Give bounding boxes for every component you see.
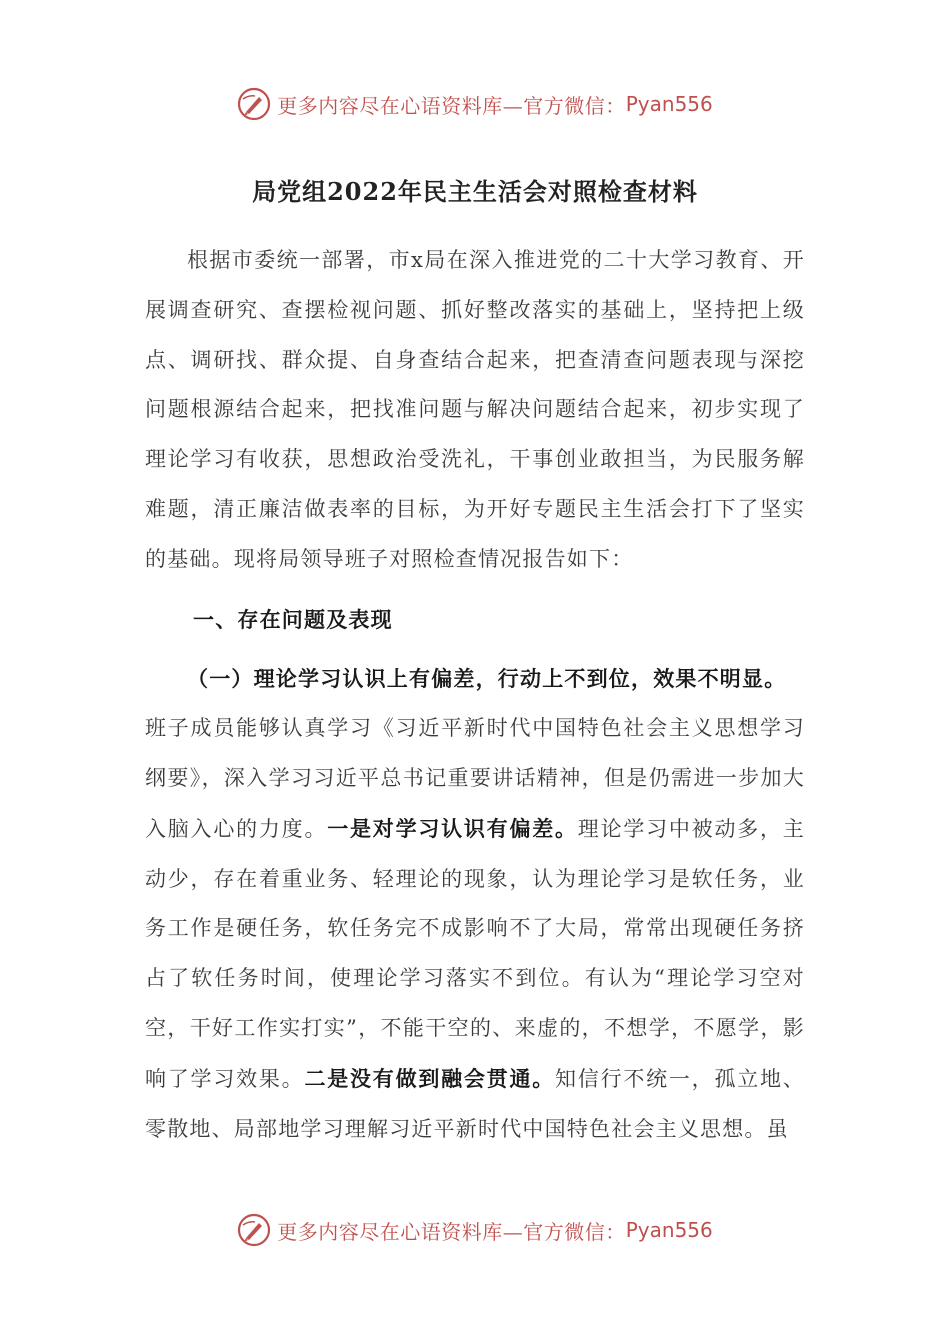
banner-text: 更多内容尽在心语资料库—官方微信：: [277, 93, 626, 118]
banner-brand: Pyan556: [625, 1218, 713, 1242]
bold-point-1: 一是对学习认识有偏差。: [327, 815, 578, 841]
paragraph-text: 知信行不统一，孤立地、零散地、局部地学习理解习近平新时代中国特色社会主义思想。虽: [145, 1066, 805, 1141]
document-title: 局党组2022年民主生活会对照检查材料: [252, 177, 698, 206]
paragraph-text: 理论学习中被动多，主动少，存在着重业务、轻理论的现象，认为理论学习是软任务，业务工作是硬任务，软任务完不成影响不了大局，常常出现硬任务挤占了软任务时间，使理论学习落实不到位。有认为“理论学习空对空，干好工作实打实”，不能干空的、来虚的，不想学，不愿学，影响了学习效果。: [145, 816, 805, 1091]
header-banner: [0, 84, 950, 124]
body-paragraph: [145, 704, 805, 1154]
intro-paragraph: 根据市委统一部署，市x局在深入推进党的二十大学习教育、开展调查研究、查摆检视问题、抓好整改落实的基础上，坚持把上级点、调研找、群众提、自身查结合起来，把查清查问题表现与深挖问题根源结合起来，把找准问题与解决问题结合起来，初步实现了理论学习有收获，思想政治受洗礼，干事创业敢担当，为民服务解难题，清正廉洁做表率的目标，为开好专题民主生活会打下了坚实的基础。现将局领导班子对照检查情况报告如下：: [145, 248, 805, 571]
pen-logo-icon: [237, 87, 271, 121]
paragraph-text: 班子成员能够认真学习《习近平新时代中国特色社会主义思想学习纲要》，深入学习习近平总书记重要讲话精神，但是仍需进一步加大入脑入心的力度。: [145, 716, 805, 841]
banner-text: 更多内容尽在心语资料库—官方微信：: [277, 1219, 626, 1244]
section-heading: 一、存在问题及表现: [193, 606, 393, 632]
footer-banner: [0, 1210, 950, 1250]
subsection-heading: （一）理论学习认识上有偏差，行动上不到位，效果不明显。: [187, 666, 787, 692]
bold-point-2: 二是没有做到融会贯通。: [304, 1065, 556, 1091]
document-body: [145, 236, 805, 1154]
pen-logo-icon: [237, 1213, 271, 1247]
banner-brand: Pyan556: [625, 92, 713, 116]
